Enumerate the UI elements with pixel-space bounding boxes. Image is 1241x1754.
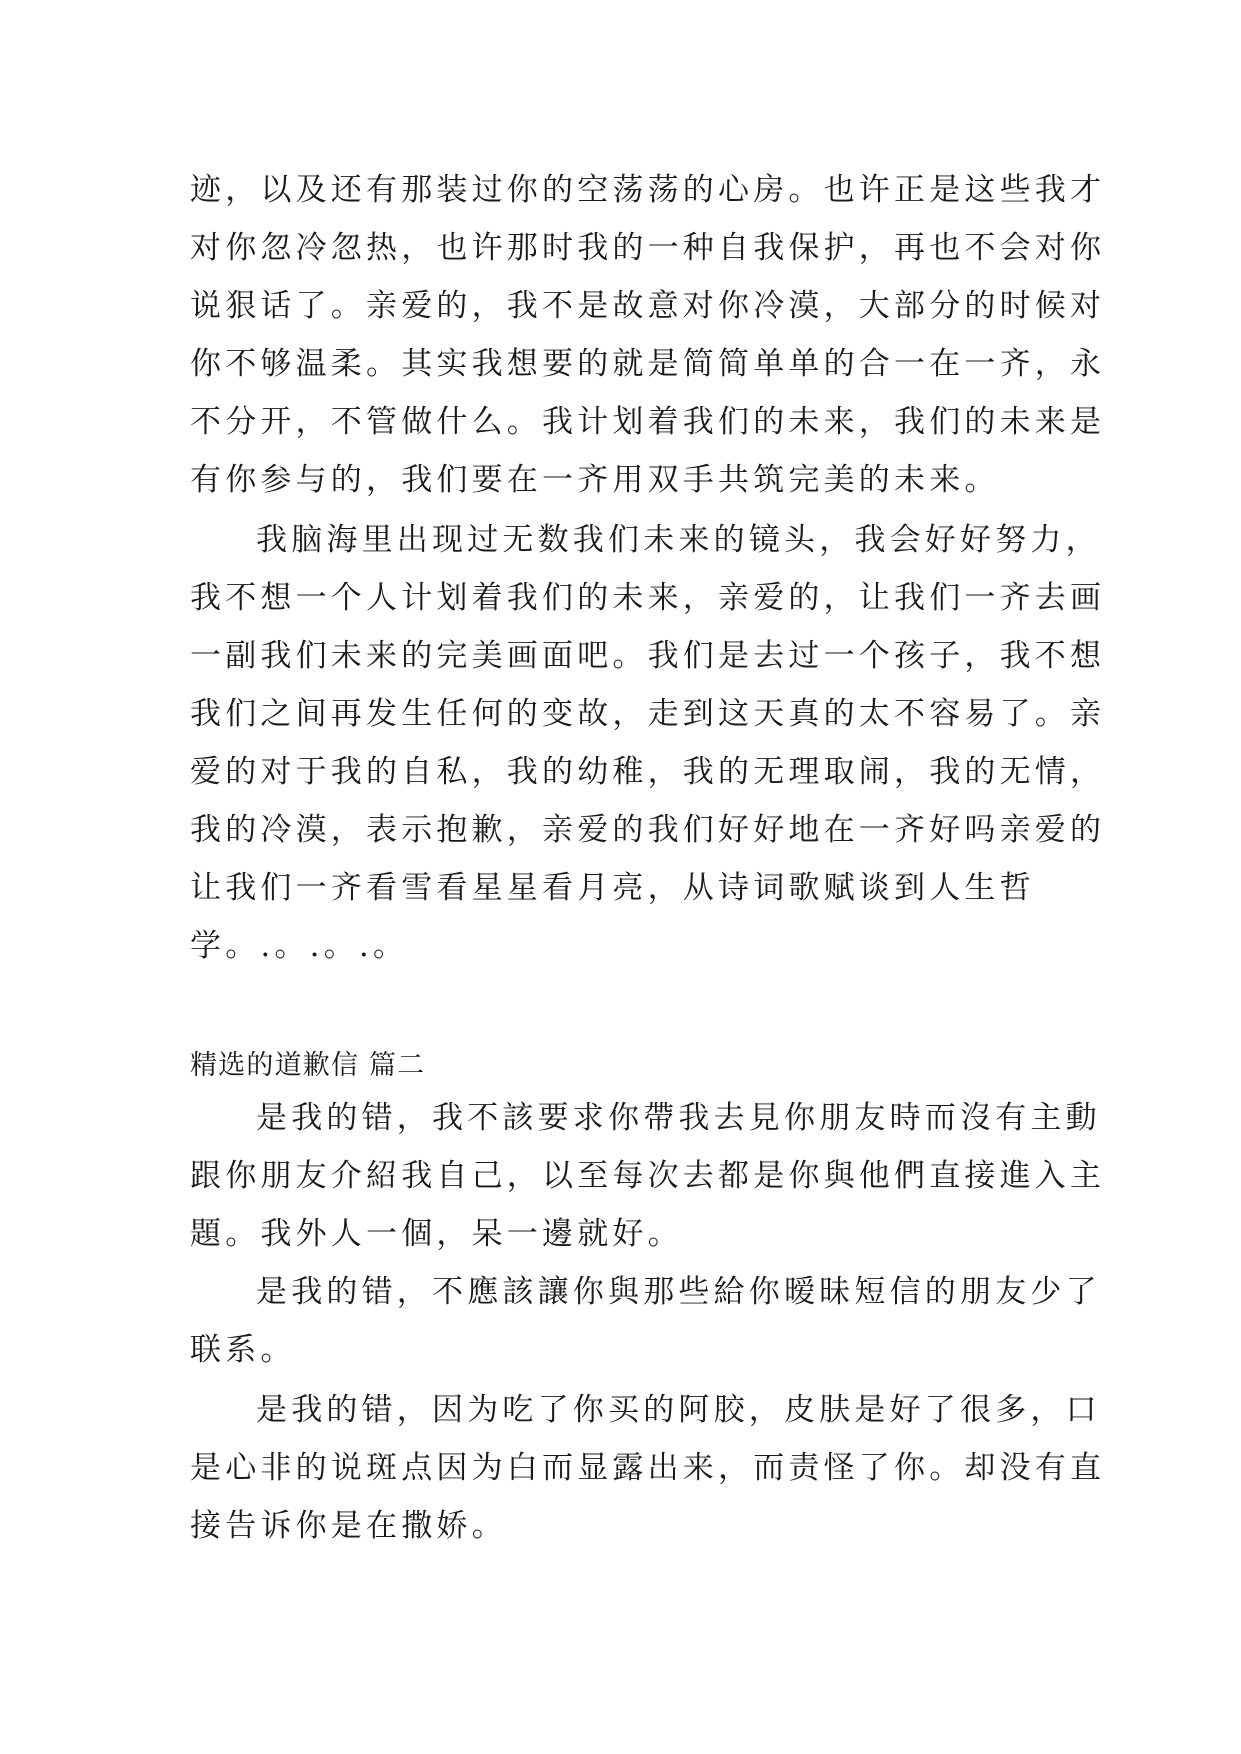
body-line: 我不想一个人计划着我们的未来，亲爱的，让我们一齐去画 [190, 580, 1106, 616]
body-line: 对你忽冷忽热，也许那时我的一种自我保护，再也不会对你 [190, 230, 1106, 266]
paragraph-first-line: 是我的错，不應該讓你與那些給你暧昧短信的朋友少了 [256, 1274, 1101, 1310]
body-line: 接告诉你是在撒娇。 [190, 1508, 507, 1544]
body-line: 说狠话了。亲爱的，我不是故意对你冷漠，大部分的时候对 [190, 288, 1106, 324]
body-line: 有你参与的，我们要在一齐用双手共筑完美的未来。 [190, 462, 1000, 498]
body-line: 我们之间再发生任何的变故，走到这天真的太不容易了。亲 [190, 696, 1106, 732]
body-line: 联系。 [190, 1332, 296, 1368]
paragraph-first-line: 是我的错，我不該要求你帶我去見你朋友時而沒有主動 [256, 1100, 1101, 1136]
body-line: 是心非的说斑点因为白而显露出来，而责怪了你。却没有直 [190, 1450, 1106, 1486]
body-line: 我的冷漠，表示抱歉，亲爱的我们好好地在一齐好吗亲爱的 [190, 812, 1106, 848]
section-heading: 精选的道歉信 篇二 [190, 1050, 426, 1081]
body-line: 学。.。.。.。 [190, 928, 409, 964]
body-line: 爱的对于我的自私，我的幼稚，我的无理取闹，我的无情， [190, 754, 1106, 790]
body-line: 迹，以及还有那装过你的空荡荡的心房。也许正是这些我才 [190, 172, 1106, 208]
body-line: 不分开，不管做什么。我计划着我们的未来，我们的未来是 [190, 404, 1106, 440]
body-line: 跟你朋友介紹我自己，以至每次去都是你與他們直接進入主 [190, 1158, 1106, 1194]
paragraph-first-line: 是我的错，因为吃了你买的阿胶，皮肤是好了很多，口 [256, 1392, 1101, 1428]
body-line: 你不够温柔。其实我想要的就是简简单单的合一在一齐，永 [190, 346, 1106, 382]
body-line: 一副我们未来的完美画面吧。我们是去过一个孩子，我不想 [190, 638, 1106, 674]
body-line: 題。我外人一個，呆一邊就好。 [190, 1216, 683, 1252]
paragraph-first-line: 我脑海里出现过无数我们未来的镜头，我会好好努力， [256, 522, 1101, 558]
body-line: 让我们一齐看雪看星星看月亮，从诗词歌赋谈到人生哲 [190, 870, 1035, 906]
